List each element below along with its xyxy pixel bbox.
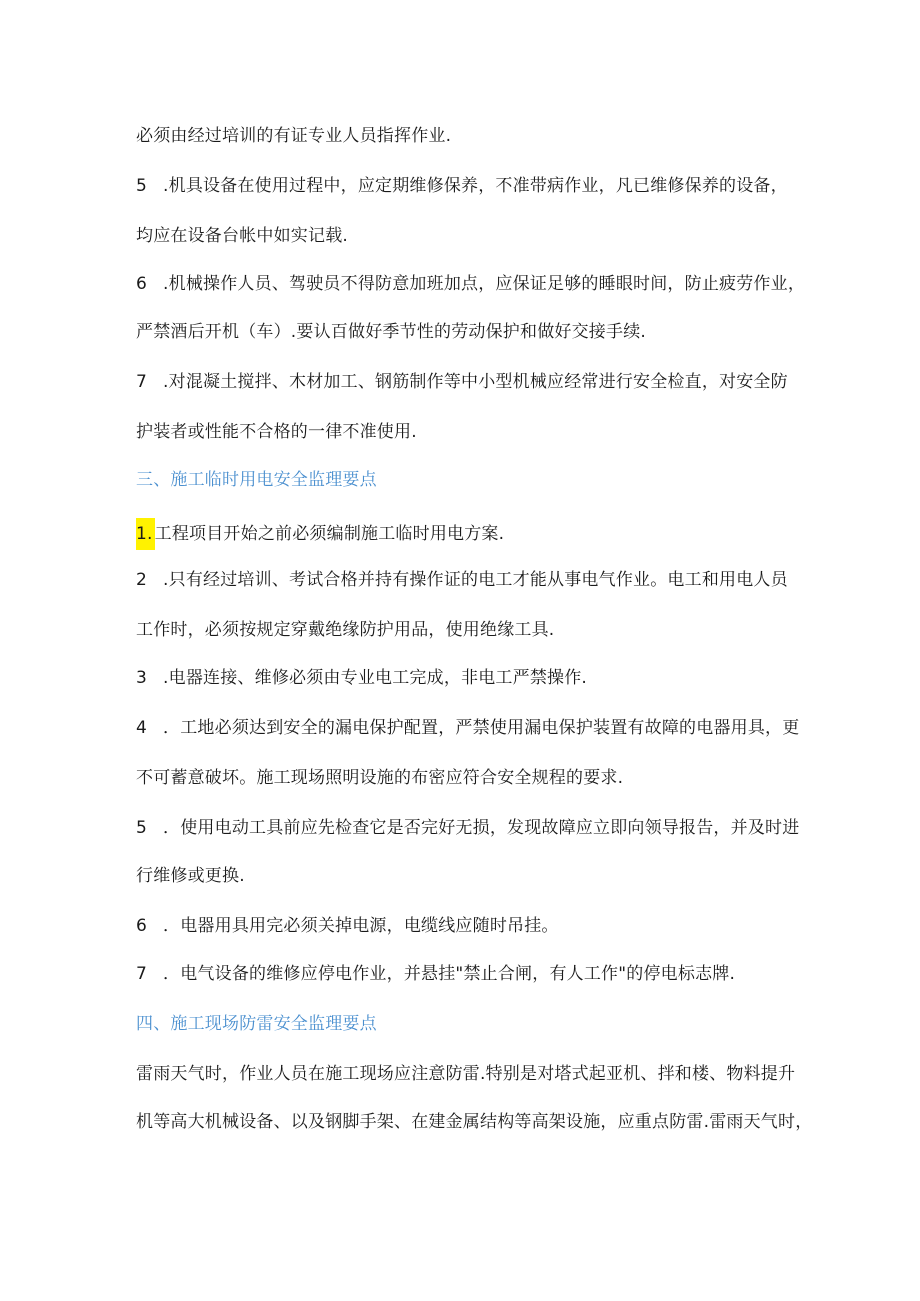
item-number: 6	[136, 274, 148, 294]
list-item-1-line-1	[136, 518, 504, 550]
list-item-2-line-1	[136, 568, 788, 592]
list-item-6-line-1	[136, 272, 805, 296]
list-item-6-line-1	[136, 914, 559, 938]
line-text: 工作时，必须按规定穿戴绝缘防护用品，使用绝缘工具.	[136, 620, 555, 640]
line-text: ．电气设备的维修应停电作业，并悬挂"禁止合闸，有人工作"的停电标志牌.	[163, 964, 736, 984]
section-heading-4	[136, 1012, 377, 1036]
paragraph-line	[136, 618, 554, 642]
item-number: 5	[136, 818, 148, 838]
heading-text: 三、施工临时用电安全监理要点	[136, 470, 377, 490]
line-text: ．使用电动工具前应先检查它是否完好无损，发现故障应立即向领导报告，并及时进	[163, 818, 800, 838]
list-item-7-line-1	[136, 962, 735, 986]
line-text: ．工地必须达到安全的漏电保护配置，严禁使用漏电保护装置有故障的电器用具，更	[163, 718, 800, 738]
line-text: .机具设备在使用过程中，应定期维修保养，不准带病作业，凡已维修保养的设备，	[163, 176, 788, 196]
paragraph-line	[136, 224, 348, 248]
line-text: ．电器用具用完必须关掉电源，电缆线应随时吊挂。	[163, 916, 559, 936]
line-text: 雷雨天气时，作业人员在施工现场应注意防雷.特别是对塔式起亚机、拌和楼、物料提升	[136, 1064, 796, 1084]
item-number: 7	[136, 964, 148, 984]
line-text: 不可蓄意破坏。施工现场照明设施的布密应符合安全规程的要求.	[136, 768, 624, 788]
list-item-3-line-1	[136, 666, 587, 690]
line-text: 护装者或性能不合格的一律不准使用.	[136, 422, 417, 442]
item-number: 5	[136, 176, 148, 196]
line-text: .对混凝土搅拌、木材加工、钢筋制作等中小型机械应经常进行安全检直，对安全防	[163, 372, 788, 392]
paragraph-line	[136, 864, 245, 888]
section-heading-3	[136, 468, 377, 492]
paragraph-line	[136, 124, 451, 148]
item-number: 6	[136, 916, 148, 936]
paragraph-line	[136, 320, 646, 344]
item-number-highlighted: 1.	[136, 518, 155, 550]
line-text: 均应在设备台帐中如实记载.	[136, 226, 349, 246]
item-number: 3	[136, 668, 148, 688]
item-number: 2	[136, 570, 148, 590]
item-number: 7	[136, 372, 148, 392]
line-text: 行维修或更换.	[136, 866, 245, 886]
line-text: 严禁酒后开机（车）.要认百做好季节性的劳动保护和做好交接手续.	[136, 322, 647, 342]
line-text: 工程项目开始之前必须编制施工临时用电方案.	[154, 524, 505, 544]
heading-text: 四、施工现场防雷安全监理要点	[136, 1014, 377, 1034]
paragraph-line	[136, 1110, 812, 1134]
list-item-5-line-1	[136, 816, 799, 840]
line-text: 机等高大机械设备、以及钢脚手架、在建金属结构等高架设施，应重点防雷.雷雨天气时，	[136, 1112, 813, 1132]
line-text: 必须由经过培训的有证专业人员指挥作业.	[136, 126, 452, 146]
paragraph-line	[136, 420, 417, 444]
list-item-7-line-1	[136, 370, 788, 394]
list-item-5-line-1	[136, 174, 788, 198]
line-text: .只有经过培训、考试合格并持有操作证的电工才能从事电气作业。电工和用电人员	[163, 570, 788, 590]
line-text: .机械操作人员、驾驶员不得防意加班加点，应保证足够的睡眼时间，防止疲劳作业，	[163, 274, 806, 294]
paragraph-line	[136, 1062, 795, 1086]
item-number: 4	[136, 718, 148, 738]
list-item-4-line-1	[136, 716, 799, 740]
paragraph-line	[136, 766, 623, 790]
line-text: .电器连接、维修必须由专业电工完成，非电工严禁操作.	[163, 668, 588, 688]
